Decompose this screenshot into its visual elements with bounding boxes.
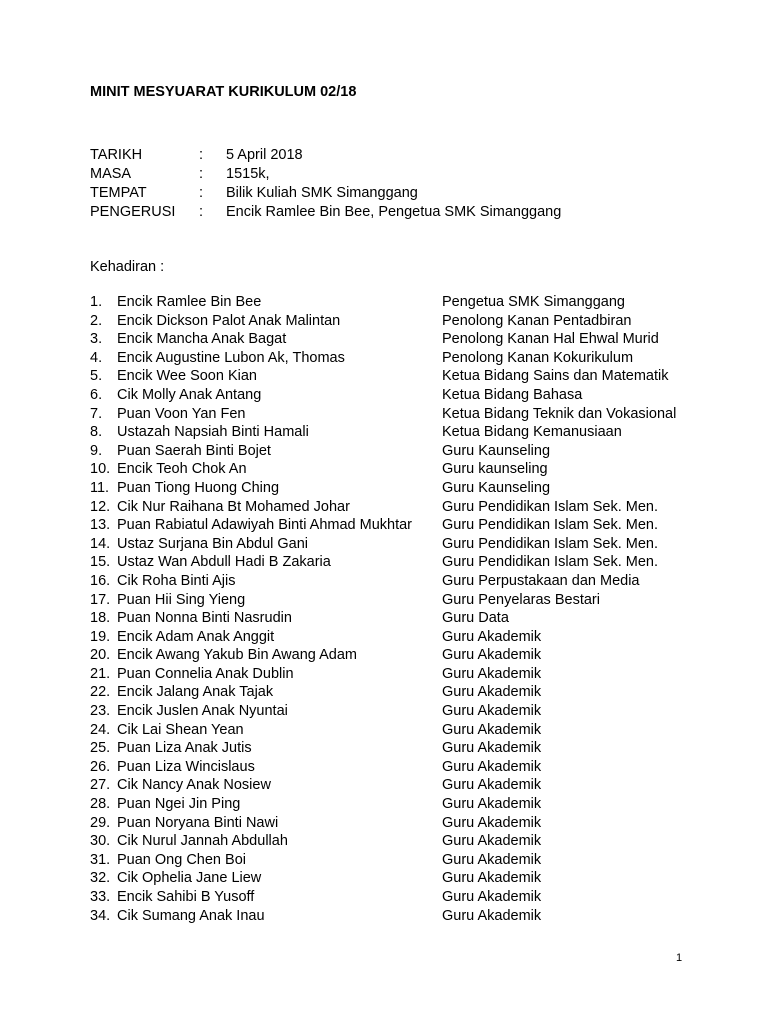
list-item (90, 796, 720, 815)
attendee-role: Guru Akademik (442, 796, 542, 813)
attendance-heading: Kehadiran : (90, 259, 165, 275)
meta-separator: : (199, 185, 204, 201)
attendee-role: Guru Akademik (442, 721, 542, 738)
attendee-name: Encik Ramlee Bin Bee (117, 294, 262, 310)
list-item (90, 870, 720, 889)
list-item (90, 833, 720, 852)
attendee-role: Ketua Bidang Bahasa (442, 386, 583, 403)
attendee-number: 6. (90, 386, 103, 403)
list-item (90, 554, 720, 573)
attendee-number: 33. (90, 889, 111, 905)
attendee-role: Ketua Bidang Kemanusiaan (442, 424, 622, 441)
attendee-number: 31. (90, 851, 111, 868)
attendee-name: Encik Jalang Anak Tajak (117, 684, 274, 701)
attendee-number: 32. (90, 870, 111, 887)
attendee-number: 20. (90, 647, 111, 664)
attendee-role: Pengetua SMK Simanggang (442, 294, 625, 310)
list-item (90, 461, 720, 480)
attendee-name: Encik Dickson Palot Anak Malintan (117, 312, 341, 329)
attendee-role: Guru Data (442, 610, 509, 627)
attendee-name: Cik Nur Raihana Bt Mohamed Johar (117, 498, 350, 515)
attendee-name: Puan Connelia Anak Dublin (117, 665, 294, 682)
list-item (90, 480, 720, 499)
attendee-number: 23. (90, 703, 111, 720)
list-item (90, 387, 720, 406)
attendee-name: Cik Nurul Jannah Abdullah (117, 833, 288, 850)
attendee-number: 28. (90, 796, 111, 813)
attendee-number: 24. (90, 721, 111, 738)
attendee-role: Guru Perpustakaan dan Media (442, 572, 640, 589)
list-item (90, 368, 720, 387)
attendee-role: Guru Kaunseling (442, 442, 551, 459)
attendee-name: Puan Liza Anak Jutis (117, 740, 252, 757)
attendee-number: 25. (90, 740, 111, 757)
attendee-name: Encik Juslen Anak Nyuntai (117, 703, 288, 720)
attendee-number: 34. (90, 907, 111, 924)
attendee-number: 17. (90, 591, 111, 608)
attendee-name: Puan Saerah Binti Bojet (117, 442, 271, 459)
meta-label: PENGERUSI (90, 204, 176, 220)
meta-label: TARIKH (90, 147, 143, 163)
meta-value: 5 April 2018 (226, 147, 303, 163)
attendee-name: Puan Hii Sing Yieng (117, 591, 246, 608)
attendee-list (90, 294, 720, 926)
attendee-name: Encik Awang Yakub Bin Awang Adam (117, 647, 357, 664)
attendee-name: Encik Adam Anak Anggit (117, 628, 275, 645)
list-item (90, 610, 720, 629)
list-item (90, 573, 720, 592)
attendee-number: 13. (90, 517, 111, 534)
attendee-role: Penolong Kanan Pentadbiran (442, 312, 632, 329)
attendee-role: Guru Akademik (442, 870, 542, 887)
attendee-name: Ustazah Napsiah Binti Hamali (117, 424, 309, 441)
attendee-name: Puan Voon Yan Fen (117, 405, 246, 422)
attendee-number: 22. (90, 684, 111, 701)
list-item (90, 759, 720, 778)
attendee-number: 10. (90, 461, 111, 478)
attendee-number: 16. (90, 572, 111, 589)
attendee-role: Guru Akademik (442, 684, 542, 701)
attendee-name: Puan Ngei Jin Ping (117, 796, 241, 813)
attendee-number: 8. (90, 424, 103, 441)
list-item (90, 740, 720, 759)
meta-value: Bilik Kuliah SMK Simanggang (226, 185, 418, 201)
attendee-role: Guru Akademik (442, 907, 542, 924)
attendee-number: 12. (90, 498, 111, 515)
attendee-name: Cik Ophelia Jane Liew (117, 870, 262, 887)
attendee-role: Guru Akademik (442, 647, 542, 664)
list-item (90, 666, 720, 685)
attendee-name: Encik Teoh Chok An (117, 461, 247, 478)
attendee-number: 26. (90, 758, 111, 775)
attendee-name: Puan Liza Wincislaus (117, 758, 255, 775)
attendee-role: Guru Akademik (442, 851, 542, 868)
attendee-role: Guru Akademik (442, 889, 542, 905)
list-item (90, 517, 720, 536)
list-item (90, 684, 720, 703)
document-title: MINIT MESYUARAT KURIKULUM 02/18 (90, 84, 357, 100)
attendee-number: 18. (90, 610, 111, 627)
list-item (90, 777, 720, 796)
attendee-number: 29. (90, 814, 111, 831)
meta-label: TEMPAT (90, 185, 147, 201)
attendee-number: 27. (90, 777, 111, 794)
meta-separator: : (199, 204, 204, 220)
attendee-role: Guru Akademik (442, 814, 542, 831)
attendee-role: Guru Akademik (442, 628, 542, 645)
attendee-name: Puan Rabiatul Adawiyah Binti Ahmad Mukhtar (117, 517, 413, 534)
attendee-role: Guru Akademik (442, 833, 542, 850)
attendee-role: Guru Kaunseling (442, 479, 551, 496)
attendee-role: Guru Akademik (442, 665, 542, 682)
attendee-number: 4. (90, 349, 103, 366)
list-item (90, 499, 720, 518)
attendee-role: Ketua Bidang Sains dan Matematik (442, 368, 669, 385)
attendee-name: Encik Augustine Lubon Ak, Thomas (117, 349, 345, 366)
meta-value: Encik Ramlee Bin Bee, Pengetua SMK Simanggang (226, 204, 562, 220)
list-item (90, 852, 720, 871)
attendee-role: Guru Pendidikan Islam Sek. Men. (442, 554, 658, 571)
list-item (90, 313, 720, 332)
attendee-name: Puan Nonna Binti Nasrudin (117, 610, 292, 627)
list-item (90, 406, 720, 425)
list-item (90, 889, 720, 908)
list-item (90, 722, 720, 741)
attendee-number: 1. (90, 294, 103, 310)
attendee-number: 7. (90, 405, 103, 422)
list-item (90, 592, 720, 611)
attendee-name: Cik Nancy Anak Nosiew (117, 777, 271, 794)
attendee-name: Puan Noryana Binti Nawi (117, 814, 279, 831)
attendee-role: Guru Pendidikan Islam Sek. Men. (442, 498, 658, 515)
attendee-role: Guru Akademik (442, 703, 542, 720)
list-item (90, 424, 720, 443)
attendee-number: 14. (90, 535, 111, 552)
list-item (90, 815, 720, 834)
attendee-number: 9. (90, 442, 103, 459)
meta-label: MASA (90, 166, 132, 182)
attendee-role: Guru kaunseling (442, 461, 548, 478)
attendee-number: 21. (90, 665, 111, 682)
attendee-role: Guru Akademik (442, 740, 542, 757)
meta-value: 1515k, (226, 166, 270, 182)
attendee-name: Encik Wee Soon Kian (117, 368, 257, 385)
attendee-name: Ustaz Wan Abdull Hadi B Zakaria (117, 554, 331, 571)
attendee-number: 5. (90, 368, 103, 385)
list-item (90, 331, 720, 350)
list-item (90, 647, 720, 666)
attendee-name: Puan Ong Chen Boi (117, 851, 246, 868)
attendee-number: 30. (90, 833, 111, 850)
list-item (90, 294, 720, 313)
page-number: 1 (676, 952, 683, 964)
attendee-name: Ustaz Surjana Bin Abdul Gani (117, 535, 309, 552)
attendee-number: 11. (90, 479, 110, 496)
attendee-role: Guru Pendidikan Islam Sek. Men. (442, 517, 658, 534)
attendee-name: Encik Mancha Anak Bagat (117, 331, 287, 348)
attendee-role: Ketua Bidang Teknik dan Vokasional (442, 405, 677, 422)
list-item (90, 536, 720, 555)
attendee-role: Guru Akademik (442, 777, 542, 794)
list-item (90, 703, 720, 722)
attendee-number: 15. (90, 554, 111, 571)
attendee-role: Penolong Kanan Kokurikulum (442, 349, 634, 366)
attendee-name: Cik Lai Shean Yean (117, 721, 244, 738)
attendee-number: 2. (90, 312, 103, 329)
list-item (90, 908, 720, 927)
attendee-name: Cik Roha Binti Ajis (117, 572, 236, 589)
attendee-role: Guru Pendidikan Islam Sek. Men. (442, 535, 658, 552)
list-item (90, 350, 720, 369)
attendee-role: Guru Akademik (442, 758, 542, 775)
attendee-role: Guru Penyelaras Bestari (442, 591, 600, 608)
list-item (90, 629, 720, 648)
attendee-number: 3. (90, 331, 103, 348)
meta-separator: : (199, 166, 204, 182)
meta-separator: : (199, 147, 204, 163)
attendee-role: Penolong Kanan Hal Ehwal Murid (442, 331, 659, 348)
attendee-name: Cik Sumang Anak Inau (117, 907, 265, 924)
list-item (90, 443, 720, 462)
attendee-number: 19. (90, 628, 111, 645)
attendee-name: Encik Sahibi B Yusoff (117, 889, 255, 905)
attendee-name: Puan Tiong Huong Ching (117, 479, 280, 496)
attendee-name: Cik Molly Anak Antang (117, 386, 262, 403)
